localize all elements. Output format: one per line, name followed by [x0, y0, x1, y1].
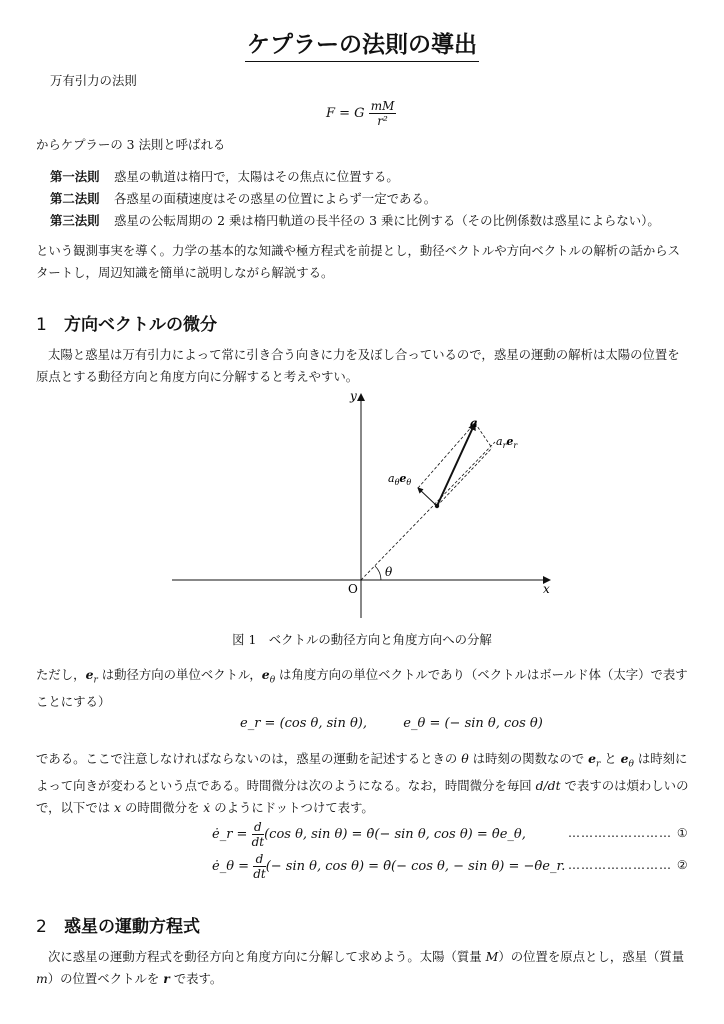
law-1: 第一法則 惑星の軌道は楕円で，太陽はその焦点に位置する。 [50, 169, 399, 184]
theta-arc [375, 566, 381, 580]
gravity-equation: F = G $\frac{mM}{\text{r²}}$ [326, 99, 395, 128]
vector-a-label: a [470, 416, 478, 430]
equation-1-leader: …………………… ① [568, 826, 689, 840]
section-2-paragraph: 次に惑星の運動方程式を動径方向と角度方向に分解して求めよう。太陽（質量 M）の位置を原点とし，惑星（質量 m）の位置ベクトルを r で表す。 [36, 949, 685, 986]
figure-caption: 図 1 ベクトルの動径方向と角度方向への分解 [232, 632, 492, 647]
paragraph-unit-vectors: ただし，$e_r$ は動径方向の単位ベクトル，$e_\theta$ は角度方向の単位ベクトルであり（ベクトルはボールド体（太字）で表すことにする） [36, 667, 688, 710]
theta-label: θ [385, 565, 393, 579]
unit-vector-equations: e_r = (cos θ, sin θ), e_θ = (− sin θ, cos θ) [240, 716, 543, 731]
radial-line [361, 442, 495, 580]
angular-component-dash [418, 423, 475, 488]
intro-label: 万有引力の法則 [50, 73, 137, 88]
derivative-equation-2: ė_θ = $\frac{d}{dt}$ (− sin θ, cos θ) = θ̇(− cos θ, − sin θ) = −θ̇e_r. [212, 852, 566, 881]
y-axis-label: y [350, 390, 357, 403]
page-title: ケプラーの法則の導出 [0, 26, 724, 59]
equation-2-leader: …………………… ② [568, 858, 689, 872]
origin-label: O [348, 582, 358, 596]
x-axis-label: x [543, 582, 550, 596]
intro-text: からケプラーの 3 法則と呼ばれる [36, 137, 226, 152]
angular-component-arrow [418, 488, 437, 506]
vector-a [437, 423, 475, 506]
paragraph-time-derivative: である。ここで注意しなければならないのは，惑星の運動を記述するときの θ は時刻の関数なので $e_r$ と $e_\theta$ は時刻によって向きが変わるという点である。時間微分は次のようになる。なお，時間微分を毎回 d/dt で表すのは煩わしいので，以下では x の時間微分を ẋ のようにドットつけて表す。 [36, 751, 689, 816]
angular-component-label: $a_\theta e_\theta$ [388, 472, 412, 487]
section-1-paragraph: 太陽と惑星は万有引力によって常に引き合う向きに力を及ぼし合っているので，惑星の運動の解析は太陽の位置を原点とする動径方向と角度方向に分解すると考えやすい。 [36, 347, 680, 384]
intro-paragraph: という観測事実を導く。力学の基本的な知識や極方程式を前提とし，動径ベクトルや方向ベクトルの解析の話からスタートし，周辺知識を簡単に説明しながら解説する。 [36, 243, 681, 280]
law-2: 第二法則 各惑星の面積速度はその惑星の位置によらず一定である。 [50, 191, 437, 206]
vector-decomposition-figure [0, 390, 724, 620]
law-3: 第三法則 惑星の公転周期の 2 乗は楕円軌道の長半径の 3 乗に比例する（その比例係数は惑星によらない）。 [50, 213, 660, 228]
section-2-heading: 2 惑星の運動方程式 [36, 917, 200, 937]
section-1-heading: 1 方向ベクトルの微分 [36, 315, 217, 335]
derivative-equation-1: ė_r = $\frac{d}{dt}$ (cos θ, sin θ) = θ̇(− sin θ, cos θ) = θ̇e_θ, [212, 820, 526, 849]
radial-component-label: $a_re_r$ [496, 435, 518, 450]
